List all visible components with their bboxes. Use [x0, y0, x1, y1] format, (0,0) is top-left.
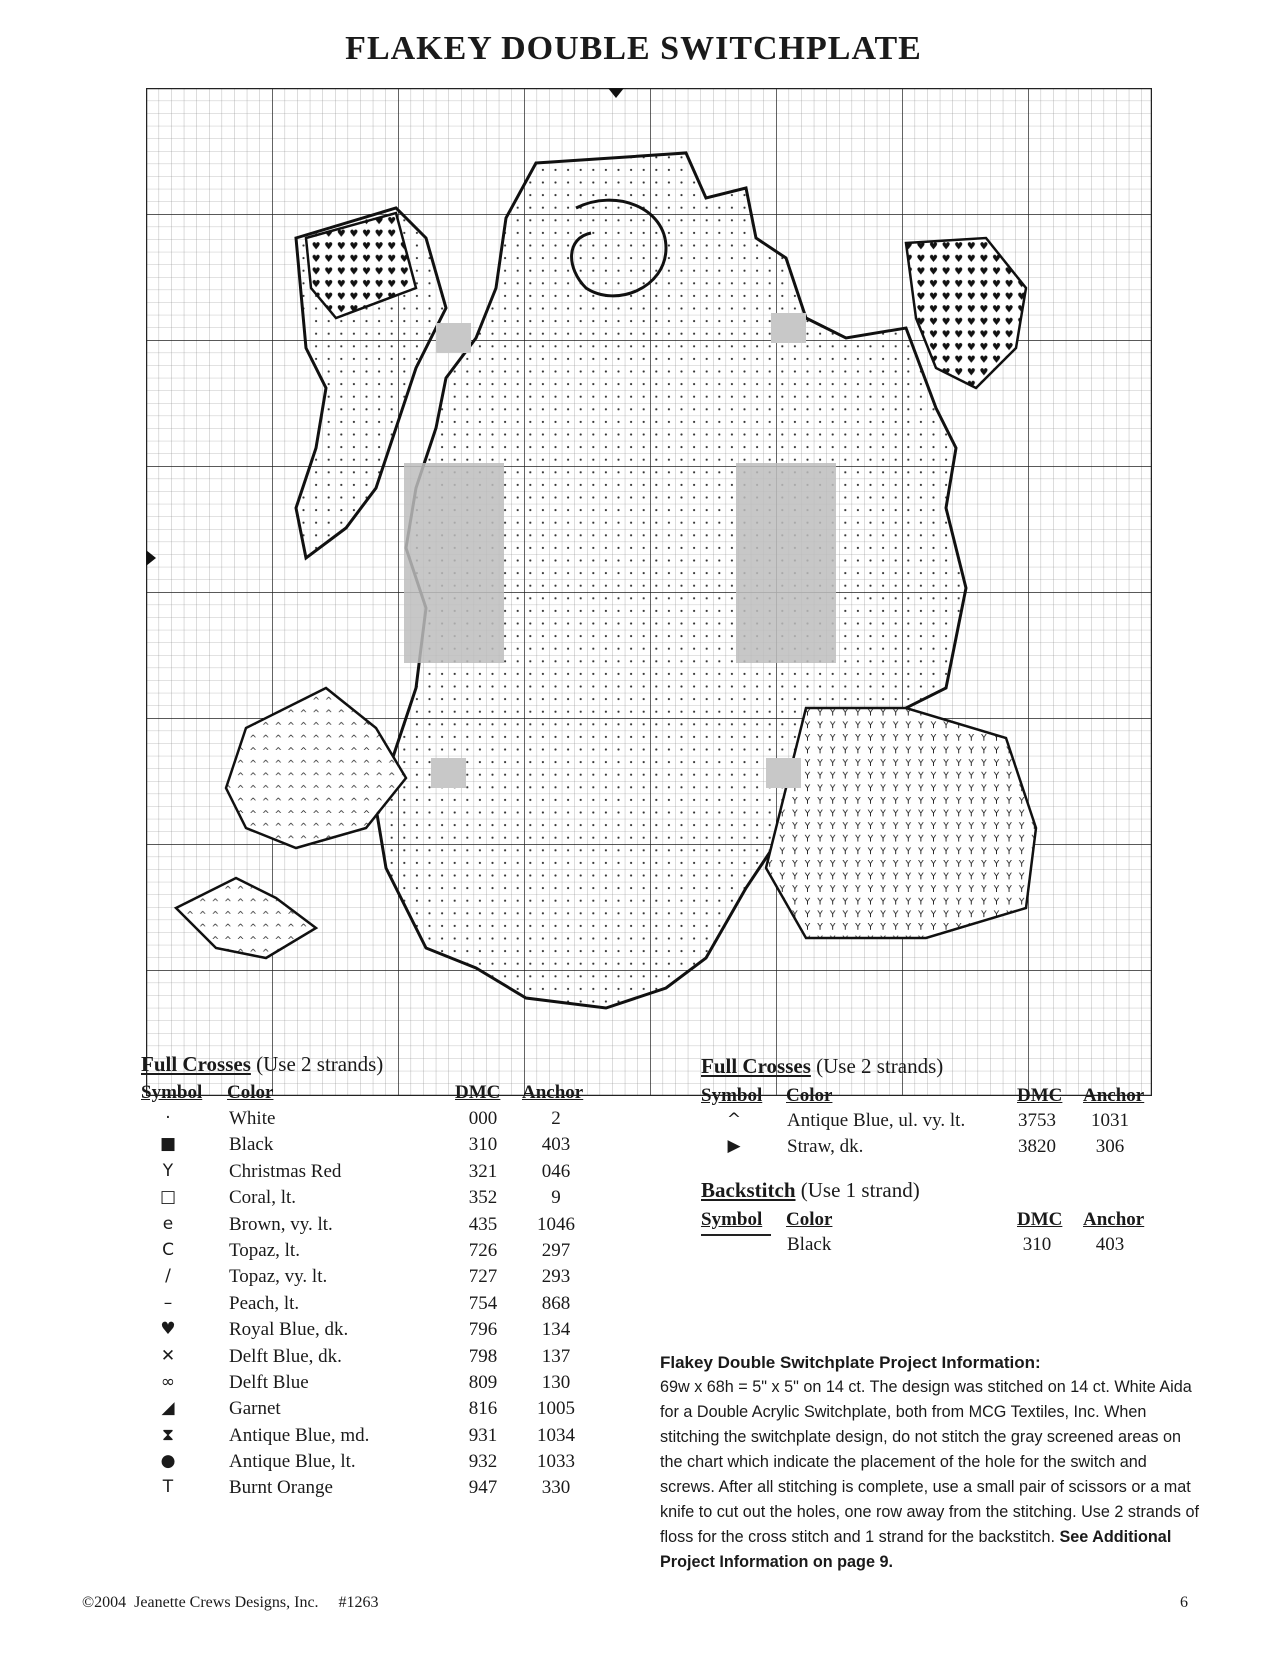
project-info-see-more: See Additional Project Information on page 9.: [660, 1528, 1172, 1571]
cross-stitch-chart: [146, 88, 1152, 1096]
table-row: ⧗ Antique Blue, md. 931 1034: [141, 1425, 601, 1451]
table-row: / Topaz, vy. lt. 727 293: [141, 1266, 601, 1292]
right-col-anchor: Anchor: [1083, 1085, 1145, 1106]
table-row: □ Coral, lt. 352 9: [141, 1187, 601, 1213]
copyright: ©2004 Jeanette Crews Designs, Inc. #1263: [82, 1594, 379, 1611]
table-row: ∞ Delft Blue 809 130: [141, 1372, 601, 1398]
symbol-triangle-icon: ▶: [727, 1136, 741, 1157]
left-col-symbol: Symbol: [141, 1082, 203, 1103]
symbol-caret-icon: ^: [726, 1110, 742, 1130]
page-number: 6: [1180, 1594, 1188, 1611]
project-info-heading: Flakey Double Switchplate Project Information:: [660, 1353, 1041, 1372]
table-row: ♥ Royal Blue, dk. 796 134: [141, 1319, 601, 1345]
table-row: · White 000 2: [141, 1108, 601, 1134]
symbol-quarter-circle-icon: ◢: [161, 1398, 175, 1419]
backstitch-heading: Backstitch (Use 1 strand): [701, 1178, 920, 1202]
backstitch-table: [701, 1234, 1161, 1260]
page-title: FLAKEY DOUBLE SWITCHPLATE: [345, 30, 922, 67]
table-row: ✕ Delft Blue, dk. 798 137: [141, 1346, 601, 1372]
bs-col-color: Color: [786, 1209, 833, 1230]
symbol-square-icon: ■: [159, 1134, 177, 1155]
symbol-e-icon: e: [162, 1213, 174, 1234]
symbol-slash-icon: /: [165, 1266, 171, 1287]
left-col-anchor: Anchor: [522, 1082, 584, 1103]
project-info: [660, 1350, 1200, 1575]
table-row: ^ Antique Blue, ul. vy. lt. 3753 1031: [701, 1110, 1161, 1136]
symbol-hourglass-icon: ⧗: [162, 1424, 174, 1445]
left-col-color: Color: [227, 1082, 274, 1103]
symbol-filled-circle-icon: ●: [160, 1451, 176, 1472]
symbol-dot-icon: ·: [165, 1108, 171, 1128]
right-col-symbol: Symbol: [701, 1085, 763, 1106]
project-info-body: 69w x 68h = 5" x 5" on 14 ct. The design was stitched on 14 ct. White Aida for a Double Acrylic Switchplate, both from MCG Textiles, Inc. When stitching the switchplate design, do not stitch the gray screened areas on the chart which indicate the placement of the hole for the switch and screws. After all stitching is complete, use a small pair of scissors or a mat knife to cut out the holes, one row away from the stitching. Use 2 strands of floss for the cross stitch and 1 strand for the backstitch.: [660, 1378, 1199, 1546]
symbol-heart-icon: ♥: [160, 1319, 176, 1340]
bs-col-dmc: DMC: [1017, 1209, 1063, 1230]
left-color-table: [141, 1108, 601, 1504]
bs-col-anchor: Anchor: [1083, 1209, 1145, 1230]
table-row: T Burnt Orange 947 330: [141, 1477, 601, 1503]
right-col-dmc: DMC: [1017, 1085, 1063, 1106]
symbol-dash-icon: –: [163, 1292, 173, 1313]
symbol-y-icon: Y: [162, 1160, 174, 1181]
table-row: ● Antique Blue, lt. 932 1033: [141, 1451, 601, 1477]
table-row: ◢ Garnet 816 1005: [141, 1398, 601, 1424]
table-row: e Brown, vy. lt. 435 1046: [141, 1214, 601, 1240]
table-row: ■ Black 310 403: [141, 1134, 601, 1160]
symbol-infinity-icon: ∞: [160, 1371, 176, 1392]
left-table-heading: Full Crosses (Use 2 strands): [141, 1052, 384, 1076]
symbol-c-icon: C: [162, 1239, 174, 1260]
symbol-cross-icon: ✕: [160, 1345, 176, 1366]
right-col-color: Color: [786, 1085, 833, 1106]
table-row: Y Christmas Red 321 046: [141, 1161, 601, 1187]
table-row: Black 310 403: [701, 1234, 1161, 1260]
right-color-table: [701, 1110, 1161, 1163]
left-col-dmc: DMC: [455, 1082, 501, 1103]
symbol-t-icon: T: [162, 1477, 174, 1498]
bs-col-symbol: Symbol: [701, 1209, 763, 1230]
symbol-open-square-icon: □: [159, 1187, 177, 1208]
table-row: – Peach, lt. 754 868: [141, 1293, 601, 1319]
table-row: C Topaz, lt. 726 297: [141, 1240, 601, 1266]
right-table-heading: Full Crosses (Use 2 strands): [701, 1054, 944, 1078]
table-row: ▶ Straw, dk. 3820 306: [701, 1136, 1161, 1162]
